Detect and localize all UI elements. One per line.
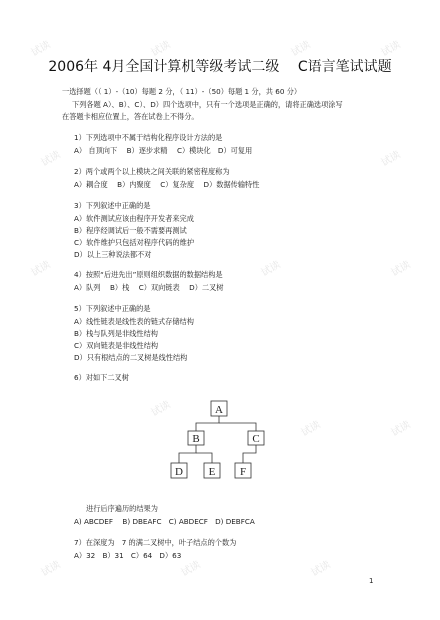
question-stem: 7）在深度为 7 的满二叉树中，叶子结点的个数为 xyxy=(74,538,237,547)
watermark: 试读 xyxy=(39,559,63,579)
question-option: C）软件维护只包括对程序代码的维护 xyxy=(74,238,195,247)
question-option: A）软件测试应该由程序开发者来完成 xyxy=(74,214,194,223)
watermark: 试读 xyxy=(379,39,403,59)
question-stem: 4）按照“后进先出”原则组织数据的数据结构是 xyxy=(74,270,223,279)
watermark: 试读 xyxy=(379,149,403,169)
question-stem: 1）下列选项中不属于结构化程序设计方法的是 xyxy=(74,133,223,142)
tree-edge xyxy=(243,445,256,463)
watermark: 试读 xyxy=(309,559,333,579)
watermark: 试读 xyxy=(179,559,203,579)
watermark: 试读 xyxy=(289,39,313,59)
watermark: 试读 xyxy=(149,39,173,59)
binary-tree-diagram xyxy=(162,396,272,486)
question-option: B）程序经调试后一般不需要再测试 xyxy=(74,226,187,235)
watermark: 试读 xyxy=(149,399,173,419)
question-stem: 2）两个或两个以上模块之间关联的紧密程度称为 xyxy=(74,167,230,176)
watermark: 试读 xyxy=(29,39,53,59)
watermark: 试读 xyxy=(29,259,53,279)
question-option: D）只有根结点的二叉树是线性结构 xyxy=(74,353,188,362)
tree-edge xyxy=(196,453,212,463)
watermark: 试读 xyxy=(389,259,413,279)
question-option: B）栈与队列是非线性结构 xyxy=(74,329,158,338)
question-option: A）线性链表是线性表的链式存储结构 xyxy=(74,317,194,326)
tree-node-label: A xyxy=(215,404,223,416)
watermark: 试读 xyxy=(299,419,323,439)
question-option: A）队列 B）栈 C）双向链表 D）二叉树 xyxy=(74,283,224,292)
instruction-line: 在答题卡相应位置上，答在试卷上不得分。 xyxy=(62,112,199,121)
watermark: 试读 xyxy=(39,149,63,169)
tree-edge xyxy=(196,416,219,431)
question-option: D）以上三种说法都不对 xyxy=(74,250,152,259)
watermark: 试读 xyxy=(259,259,283,279)
question-option: A）32 B）31 C）64 D）63 xyxy=(74,551,182,560)
question-option: A) ABCDEF B) DBEAFC C) ABDECF D) DEBFCA xyxy=(74,517,255,526)
page-number: 1 xyxy=(369,577,374,585)
question-option: A） 自顶向下 B）逐步求精 C）模块化 D）可复用 xyxy=(74,146,253,155)
watermark: 试读 xyxy=(389,419,413,439)
tree-node-label: F xyxy=(239,466,247,478)
page-title: 2006年 4月全国计算机等级考试二级 C语言笔试试题 xyxy=(48,59,392,75)
tree-node-label: C xyxy=(252,433,260,445)
tree-edge xyxy=(219,423,256,431)
question-stem: 3）下列叙述中正确的是 xyxy=(74,201,151,210)
tree-edge xyxy=(179,445,196,463)
question-option: A）耦合度 B）内聚度 C）复杂度 D）数据传输特性 xyxy=(74,180,260,189)
section-header: 一选择题（（ 1）-（10）每题 2 分，（ 11）-（50）每题 1 分，共 60 分） xyxy=(62,87,302,96)
tree-node-label: D xyxy=(175,466,183,478)
instruction-line: 下列各题 A）、B）、C）、D）四个选项中，只有一个选项是正确的，请将正确选项涂写 xyxy=(72,100,343,109)
tree-node-label: E xyxy=(208,466,216,478)
question-option: C）双向链表是非线性结构 xyxy=(74,341,159,350)
tree-node-label: B xyxy=(192,433,200,445)
question-stem: 5）下列叙述中正确的是 xyxy=(74,304,151,313)
question-followup: 进行后序遍历的结果为 xyxy=(86,504,158,513)
question-stem: 6）对如下二叉树 xyxy=(74,373,129,382)
